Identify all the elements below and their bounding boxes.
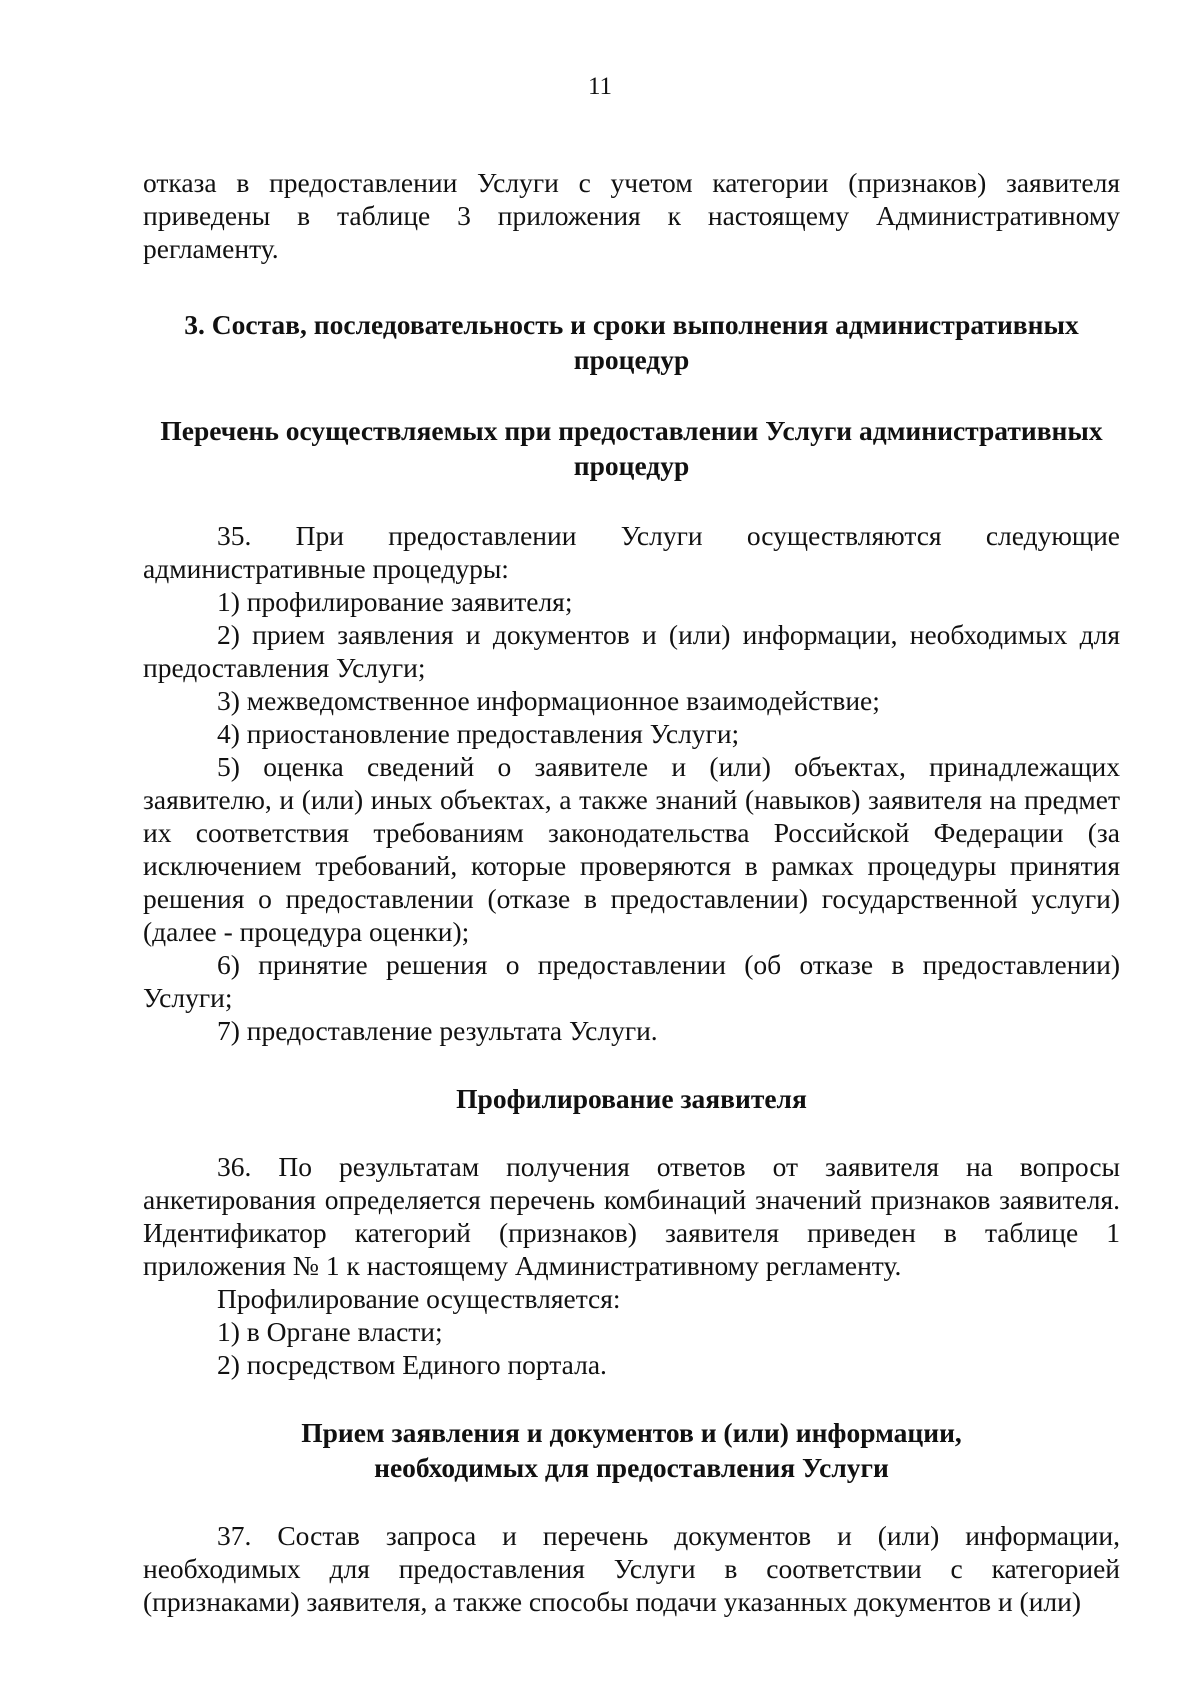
list-item: 7) предоставление результата Услуги. bbox=[217, 1015, 658, 1046]
paragraph-37: 37. Состав запроса и перечень документов и (или) информации, необходимых для предоставления Услуги в соответствии с категорией (признаками) заявителя, а также способы подачи указанных документов и (или) bbox=[143, 1520, 1120, 1617]
section-title: 3. Состав, последовательность и сроки выполнения административных процедур bbox=[184, 309, 1079, 375]
profiling-lead: Профилирование осуществляется: bbox=[217, 1283, 621, 1314]
subsection-title-procedures: Перечень осуществляемых при предоставлении Услуги административных процедур bbox=[160, 415, 1103, 481]
list-item: 4) приостановление предоставления Услуги; bbox=[217, 718, 740, 749]
list-item: 1) профилирование заявителя; bbox=[217, 586, 573, 617]
page-number: 11 bbox=[587, 73, 613, 100]
list-item: 2) посредством Единого портала. bbox=[217, 1349, 607, 1380]
paragraph-36: 36. По результатам получения ответов от заявителя на вопросы анкетирования определяется перечень комбинаций значений признаков заявителя. Идентификатор категорий (признаков) заявителя приведен в таблице 1 приложения № 1 к настоящему Административному регламенту. bbox=[143, 1151, 1120, 1281]
subsection-title-line: Прием заявления и документов и (или) информации, bbox=[301, 1417, 962, 1448]
list-item: 6) принятие решения о предоставлении (об отказе в предоставлении) Услуги; bbox=[143, 949, 1120, 1013]
list-item: 5) оценка сведений о заявителе и (или) объектах, принадлежащих заявителю, и (или) иных объектах, а также знаний (навыков) заявителя на предмет их соответствия требованиям законодательства Российской Федерации (за исключением требований, которые проверяются в рамках процедуры принятия решения о предоставлении (отказе в предоставлении) государственной услуги) (далее - процедура оценки); bbox=[143, 751, 1120, 947]
paragraph-35: 35. При предоставлении Услуги осуществляются следующие административные процедуры: bbox=[143, 520, 1120, 584]
intro-paragraph: отказа в предоставлении Услуги с учетом категории (признаков) заявителя приведены в таблице 3 приложения к настоящему Административному регламенту. bbox=[143, 167, 1120, 264]
document-body bbox=[143, 166, 1120, 1618]
list-item: 2) прием заявления и документов и (или) информации, необходимых для предоставления Услуги; bbox=[143, 619, 1120, 683]
subsection-title-profiling: Профилирование заявителя bbox=[456, 1083, 807, 1114]
list-item: 3) межведомственное информационное взаимодействие; bbox=[217, 685, 880, 716]
list-item: 1) в Органе власти; bbox=[217, 1316, 443, 1347]
subsection-title-reception bbox=[143, 1415, 1120, 1485]
subsection-title-line: необходимых для предоставления Услуги bbox=[374, 1452, 889, 1483]
